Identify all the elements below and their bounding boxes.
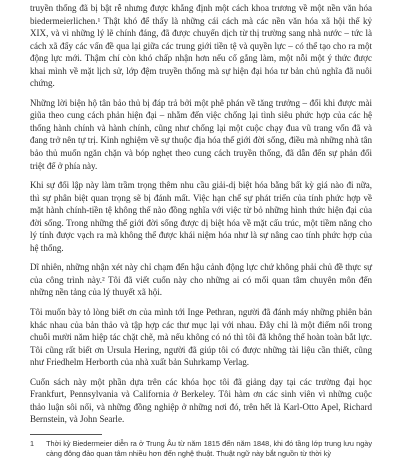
body-paragraph-3: Khi sự đối lập này làm trầm trọng thêm nhu cầu giải-dị biệt hóa bằng bất kỳ giá nào đi nữa, thì sự phân biệt quan trọng sẽ bị đánh mất. Việc hạn chế sự phát triển của tính phức hợp về mặt hành chính-tiền tệ không thể nào đồng nghĩa với việc từ bỏ những hình thức hiện đại của đời sống. Trong những thế giới đời sống được dị biệt hóa về mặt cấu trúc, một tiềm năng cho lý tính được vạch ra mà không thể được khái niệm hóa như là sự nâng cao tính phức hợp của hệ thống.: [30, 180, 372, 253]
body-paragraph-4: Dĩ nhiên, những nhận xét này chỉ chạm đến hậu cảnh động lực chứ không phải chủ đề thực sự của công trình này.² Tôi đã viết cuốn này cho những ai có mối quan tâm chuyên môn đến những nền tảng của lý thuyết xã hội.: [30, 262, 372, 298]
body-paragraph-6: Cuốn sách này một phần dựa trên các khóa học tôi đã giảng dạy tại các trường đại học Frankfurt, Pennsylvania và California ở Berkeley. Tôi hàm ơn các sinh viên vì những cuộc thảo luận sôi nổi, và những đồng nghiệp ở những nơi đó, trên hết là Karl-Otto Apel, Richard Bernstein, và John Searle.: [30, 376, 372, 425]
body-paragraph-5: Tôi muốn bày tỏ lòng biết ơn của mình tới Inge Pethran, người đã đánh máy những phiên bản khác nhau của bản thảo và tập hợp các thư mục lại với nhau. Đây chỉ là một điểm nổi trong chuỗi mười năm hiệp tác chặt chẽ, mà nếu không có nó thì tôi đã không thể hoàn toàn bắt lực. Tôi cũng rất biết ơn Ursula Hering, người đã giúp tôi có được những tài liệu cần thiết, cũng như Friedhelm Herborth của nhà xuất bản Suhrkamp Verlag.: [30, 307, 372, 368]
body-paragraph-1: truyền thống đã bị bật rễ nhưng được khẳng định một cách khoa trương về một nền văn hóa biedermeierlichen.¹ Thật khó để thấy là những cái cách mà các nền văn hóa xã hội thế kỷ XIX, và vì những lý lẽ chính đáng, đã được chuyển dịch từ thị trường sang nhà nước – tức là cách xã đẩy các vấn đề qua lại giữa các trung giới tiền tệ và quyền lực – có thể tạo cho ra một động lực mới. Thậm chí còn khó chấp nhận hơn nếu cố gắng làm, một nỗi một ý thức được khai mình về mặt lịch sử, lớp đệm truyền thống mà sự hiện đại hóa tư bản chủ nghĩa đã nuôi chứng.: [30, 3, 372, 89]
footnote-text: Thời kỳ Biedermeier diễn ra ở Trung Âu từ năm 1815 đến năm 1848, khi đó tầng lớp trung lưu ngày càng đông đảo quan tâm nhiều hơn đến nghệ thuật. Thuật ngữ này bắt nguồn từ thời kỳ: [46, 438, 372, 458]
footnote: [30, 439, 372, 459]
body-paragraph-2: Những lời biện hộ tân bảo thủ bị đáp trả bởi một phê phán về tăng trưởng – đối khi được mài giũa theo cung cách phản hiện đại – nhằm đến việc chống lại tình siêu phức hợp của các hệ thống hành chính và hành chính, cũng như chống lại một cuộc chạy đua vũ trang vốn đã và đang trở nên tự trị. Kinh nghiệm về sự thuộc địa hóa thế giới đời sống, điều mà những nhà tân bảo thủ muốn ngăn chặn và bóp nghẹt theo cung cách truyền thống, đã dẫn đến sự phản đối triệt để ở phía này.: [30, 97, 372, 171]
footnote-divider: [30, 434, 102, 435]
footnote-number: 1: [30, 438, 35, 448]
